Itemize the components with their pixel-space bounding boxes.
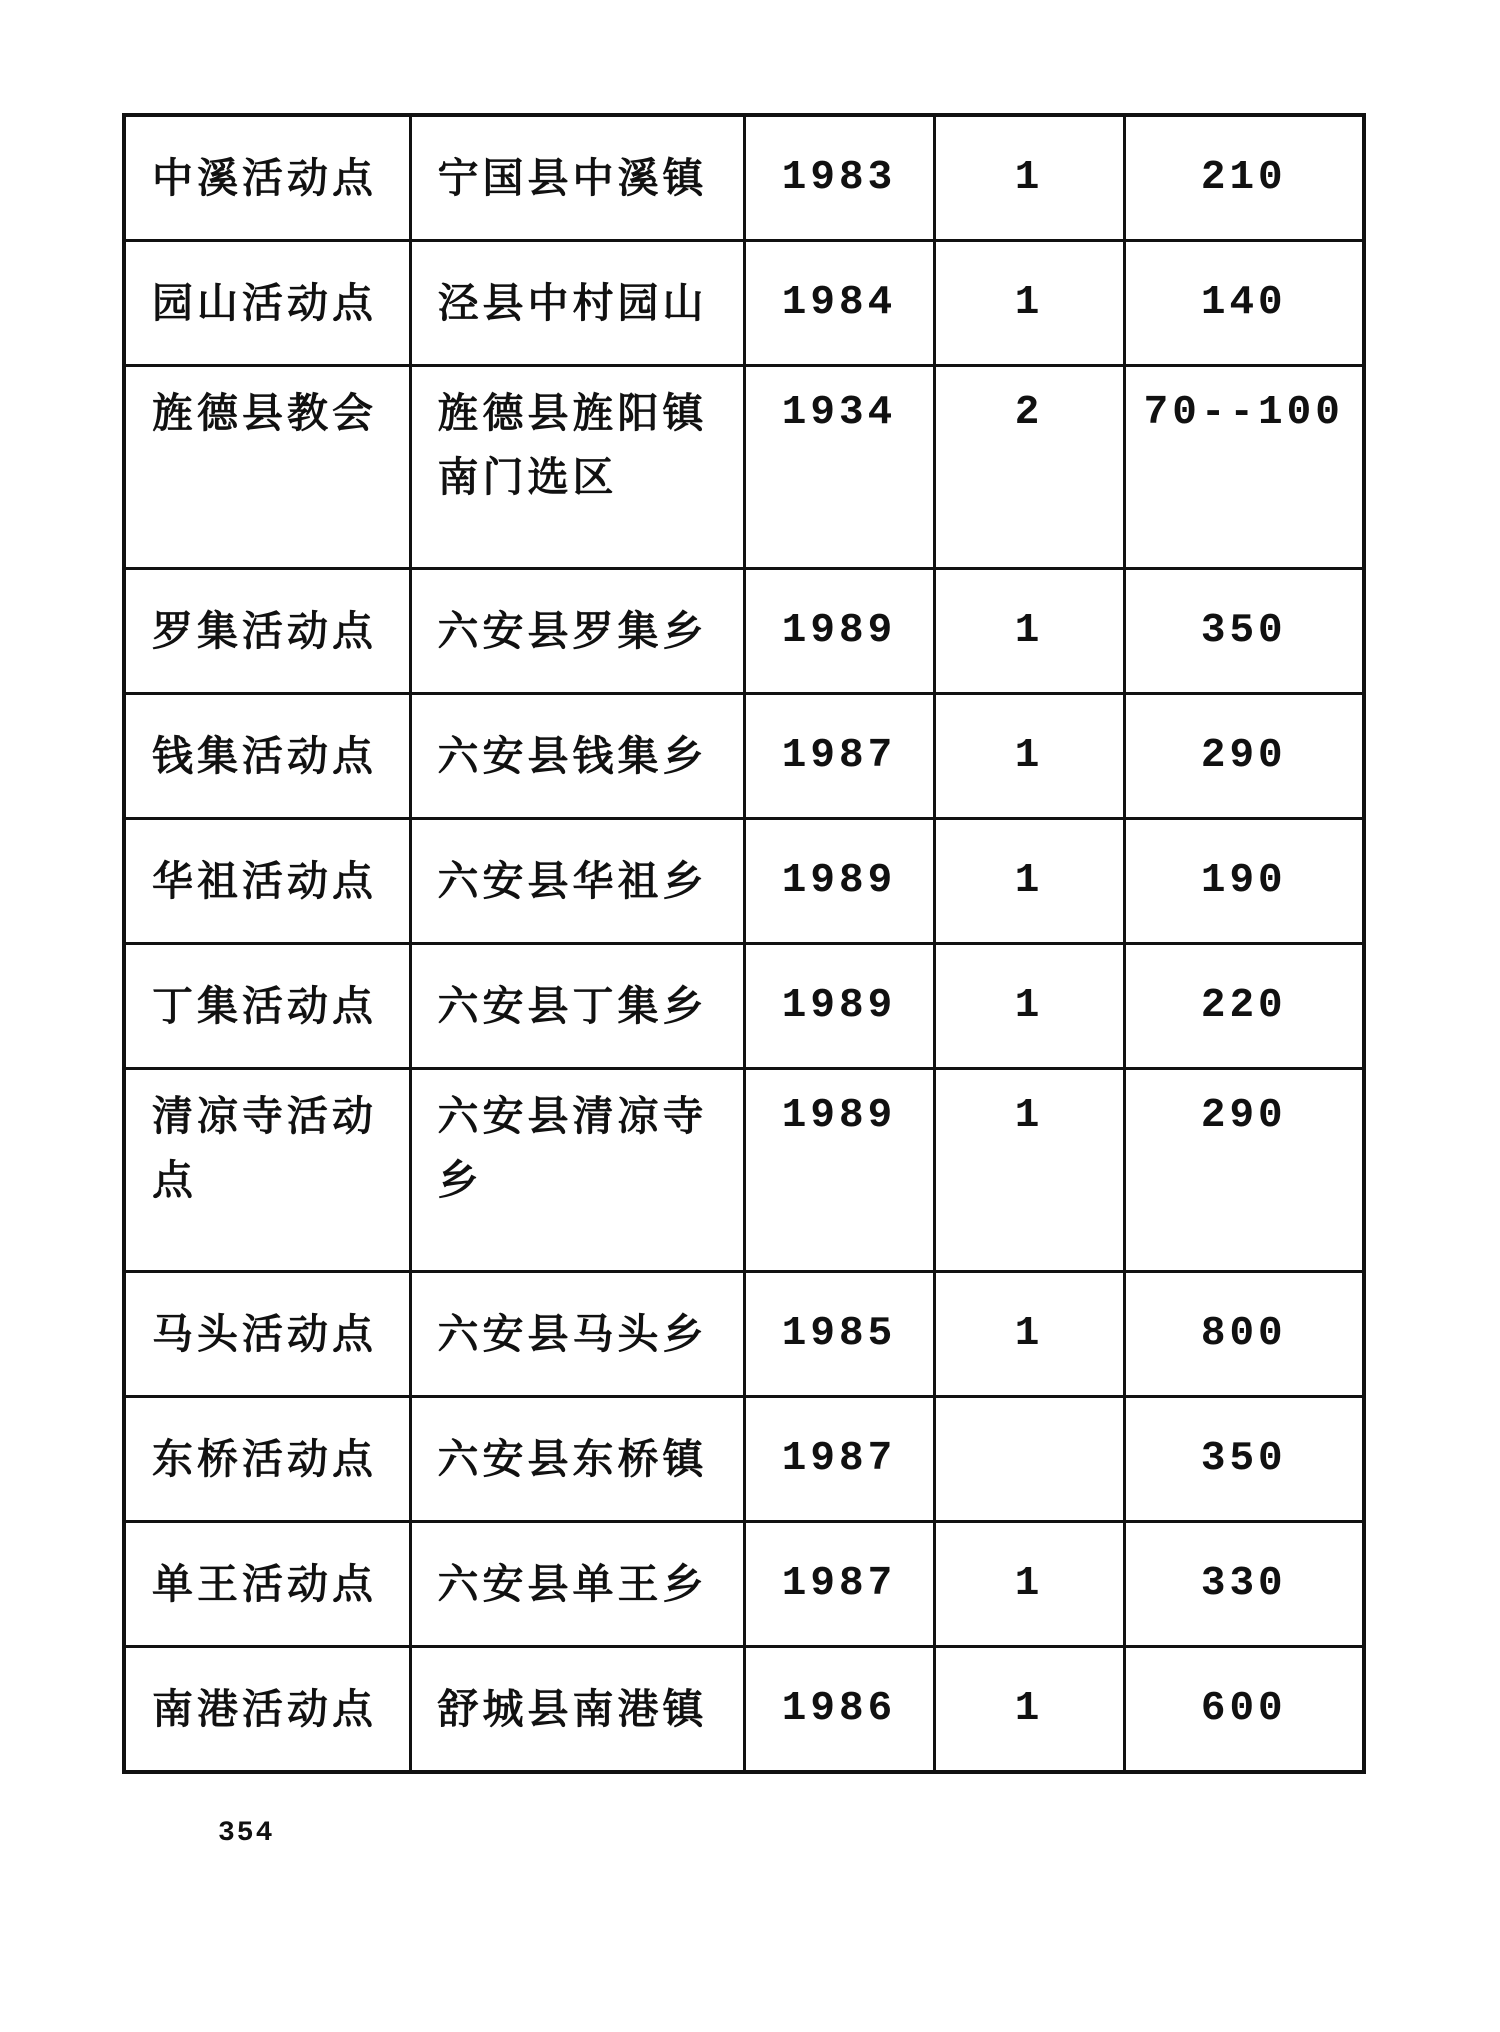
site-location-cell: 旌德县旌阳镇南门选区 <box>410 366 744 569</box>
count-cell: 1 <box>934 1069 1124 1272</box>
founding-year-cell: 1987 <box>744 1522 934 1647</box>
founding-year-cell: 1985 <box>744 1272 934 1397</box>
site-name-cell: 清凉寺活动点 <box>124 1069 410 1272</box>
page-number: 354 <box>218 1818 275 1849</box>
site-location-cell: 六安县丁集乡 <box>410 944 744 1069</box>
site-name-cell: 钱集活动点 <box>124 694 410 819</box>
table-row <box>124 1069 1364 1272</box>
table-row <box>124 241 1364 366</box>
count-cell: 1 <box>934 1522 1124 1647</box>
members-cell: 290 <box>1124 1069 1364 1272</box>
members-cell: 350 <box>1124 569 1364 694</box>
founding-year-cell: 1989 <box>744 569 934 694</box>
table-row <box>124 1397 1364 1522</box>
founding-year-cell: 1989 <box>744 819 934 944</box>
count-cell: 1 <box>934 1272 1124 1397</box>
table-row <box>124 694 1364 819</box>
table-row <box>124 1522 1364 1647</box>
site-location-cell: 六安县东桥镇 <box>410 1397 744 1522</box>
table-row <box>124 944 1364 1069</box>
founding-year-cell: 1984 <box>744 241 934 366</box>
site-location-cell: 六安县清凉寺乡 <box>410 1069 744 1272</box>
site-location-cell: 六安县单王乡 <box>410 1522 744 1647</box>
members-cell: 330 <box>1124 1522 1364 1647</box>
site-location-cell: 泾县中村园山 <box>410 241 744 366</box>
founding-year-cell: 1987 <box>744 1397 934 1522</box>
site-location-cell: 六安县钱集乡 <box>410 694 744 819</box>
founding-year-cell: 1986 <box>744 1647 934 1773</box>
site-name-cell: 罗集活动点 <box>124 569 410 694</box>
table-row <box>124 819 1364 944</box>
count-cell: 1 <box>934 115 1124 241</box>
site-name-cell: 丁集活动点 <box>124 944 410 1069</box>
members-cell: 290 <box>1124 694 1364 819</box>
founding-year-cell: 1983 <box>744 115 934 241</box>
founding-year-cell: 1987 <box>744 694 934 819</box>
count-cell: 2 <box>934 366 1124 569</box>
site-location-cell: 六安县马头乡 <box>410 1272 744 1397</box>
members-cell: 350 <box>1124 1397 1364 1522</box>
members-cell: 70--100 <box>1124 366 1364 569</box>
members-cell: 190 <box>1124 819 1364 944</box>
count-cell: 1 <box>934 569 1124 694</box>
site-location-cell: 六安县罗集乡 <box>410 569 744 694</box>
site-location-cell: 六安县华祖乡 <box>410 819 744 944</box>
site-name-cell: 园山活动点 <box>124 241 410 366</box>
table-row <box>124 115 1364 241</box>
site-name-cell: 华祖活动点 <box>124 819 410 944</box>
members-cell: 210 <box>1124 115 1364 241</box>
count-cell: 1 <box>934 241 1124 366</box>
table-row <box>124 569 1364 694</box>
members-cell: 600 <box>1124 1647 1364 1773</box>
count-cell <box>934 1397 1124 1522</box>
table-row <box>124 1647 1364 1773</box>
site-location-cell: 舒城县南港镇 <box>410 1647 744 1773</box>
members-cell: 220 <box>1124 944 1364 1069</box>
members-cell: 800 <box>1124 1272 1364 1397</box>
count-cell: 1 <box>934 819 1124 944</box>
site-name-cell: 马头活动点 <box>124 1272 410 1397</box>
count-cell: 1 <box>934 694 1124 819</box>
table-row <box>124 366 1364 569</box>
site-name-cell: 中溪活动点 <box>124 115 410 241</box>
count-cell: 1 <box>934 944 1124 1069</box>
church-sites-table <box>122 113 1366 1774</box>
members-cell: 140 <box>1124 241 1364 366</box>
founding-year-cell: 1934 <box>744 366 934 569</box>
site-name-cell: 东桥活动点 <box>124 1397 410 1522</box>
table-row <box>124 1272 1364 1397</box>
count-cell: 1 <box>934 1647 1124 1773</box>
founding-year-cell: 1989 <box>744 944 934 1069</box>
site-name-cell: 单王活动点 <box>124 1522 410 1647</box>
site-name-cell: 南港活动点 <box>124 1647 410 1773</box>
site-location-cell: 宁国县中溪镇 <box>410 115 744 241</box>
founding-year-cell: 1989 <box>744 1069 934 1272</box>
site-name-cell: 旌德县教会 <box>124 366 410 569</box>
